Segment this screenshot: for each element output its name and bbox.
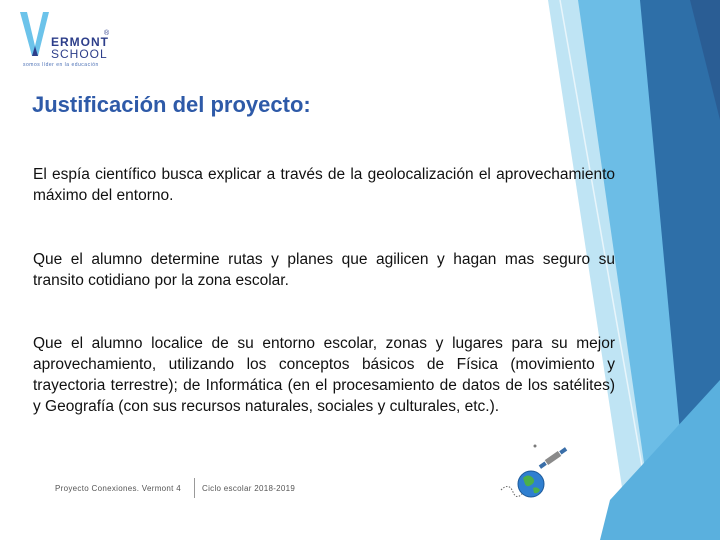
footer-divider <box>194 478 195 498</box>
footer-cycle: Ciclo escolar 2018-2019 <box>202 484 296 493</box>
logo-name: ERMONT <box>51 35 109 49</box>
paragraph-3: Que el alumno localice de su entorno escolar, zonas y lugares para su mejor aprovechamiento, utilizando los conceptos básicos de Física (movimiento y trayectoria terrestre); de Informática (en el procesamiento de datos de los satélites) y Geografía (con sus recursos naturales, sociales y culturales, etc.). <box>33 335 615 415</box>
school-logo <box>18 8 138 70</box>
globe-satellite-icon <box>495 440 575 510</box>
vermont-v-logo-icon <box>18 8 52 60</box>
paragraph-2: Que el alumno determine rutas y planes que agilicen y hagan mas seguro su transito cotidiano por la zona escolar. <box>33 251 615 289</box>
logo-tagline: somos líder en la educación <box>23 62 99 68</box>
logo-registered: ® <box>104 30 110 37</box>
paragraph-1: El espía científico busca explicar a través de la geolocalización el aprovechamiento máximo del entorno. <box>33 166 615 204</box>
slide-title: Justificación del proyecto: <box>32 92 311 117</box>
logo-school: SCHOOL <box>51 47 108 61</box>
footer-project: Proyecto Conexiones. Vermont 4 <box>55 484 181 493</box>
